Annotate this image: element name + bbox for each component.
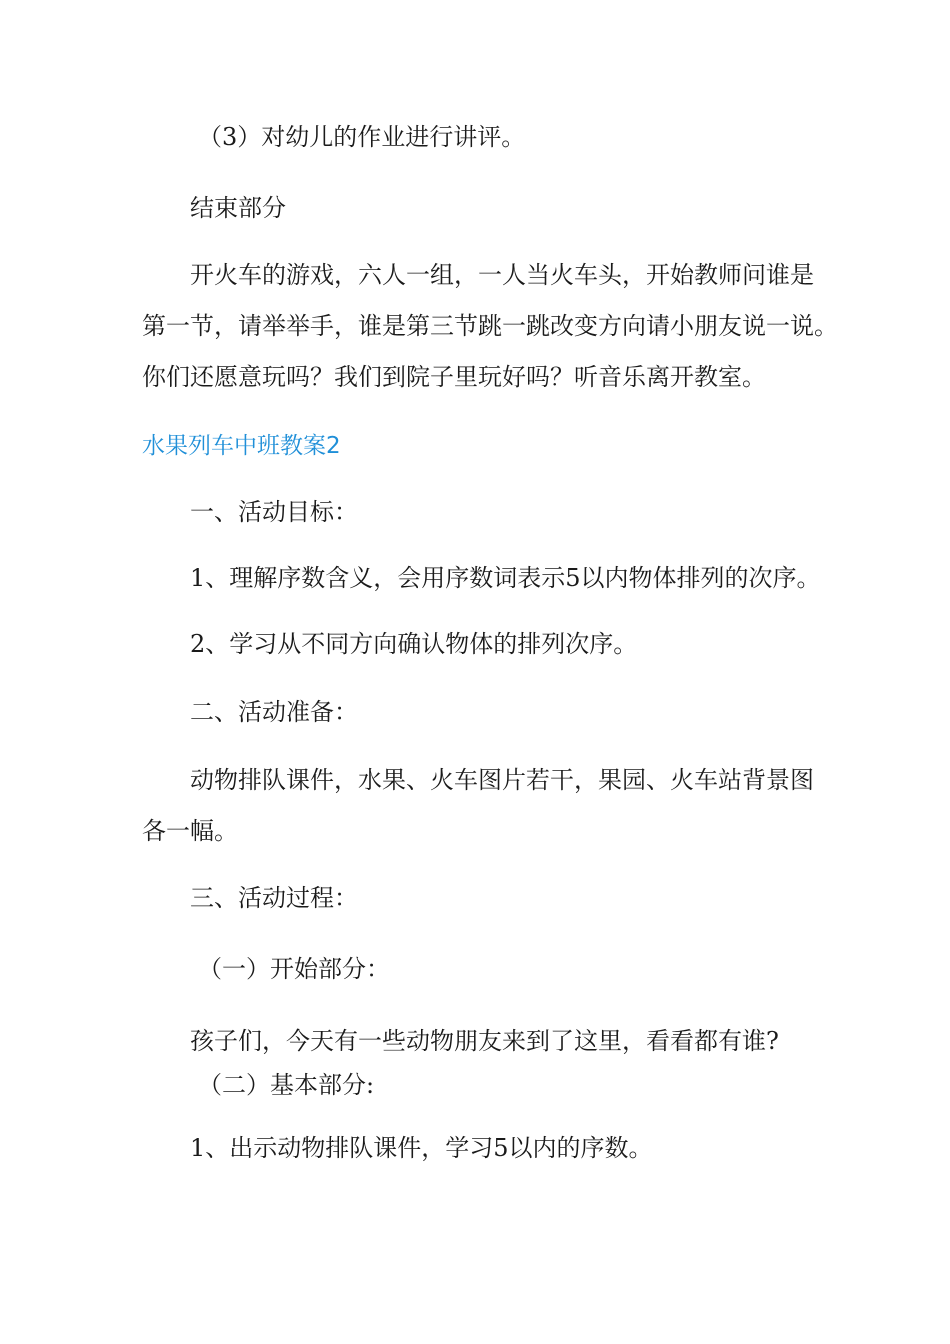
paragraph-line: （二）基本部分: — [198, 1071, 375, 1099]
paragraph-line: 动物排队课件，水果、火车图片若干，果园、火车站背景图 — [190, 766, 814, 794]
paragraph-line: 三、活动过程： — [190, 884, 358, 912]
paragraph-line: 结束部分 — [190, 194, 286, 222]
paragraph-line: 各一幅。 — [142, 817, 238, 845]
paragraph-line: 1、理解序数含义，会用序数词表示5以内物体排列的次序。 — [190, 564, 821, 592]
paragraph-line: （一）开始部分： — [198, 955, 390, 983]
section-heading: 水果列车中班教案2 — [142, 433, 341, 459]
paragraph-line: 二、活动准备： — [190, 698, 358, 726]
paragraph-line: （3）对幼儿的作业进行讲评。 — [198, 123, 526, 151]
paragraph-line: 孩子们，今天有一些动物朋友来到了这里，看看都有谁? — [190, 1027, 779, 1055]
paragraph-line: 第一节，请举举手，谁是第三节跳一跳改变方向请小朋友说一说。 — [142, 312, 838, 340]
paragraph-line: 开火车的游戏，六人一组，一人当火车头，开始教师问谁是 — [190, 261, 814, 289]
paragraph-line: 1、出示动物排队课件，学习5以内的序数。 — [190, 1134, 653, 1162]
paragraph-line: 你们还愿意玩吗？我们到院子里玩好吗？听音乐离开教室。 — [142, 363, 766, 391]
paragraph-line: 2、学习从不同方向确认物体的排列次序。 — [190, 630, 638, 658]
paragraph-line: 一、活动目标： — [190, 498, 358, 526]
